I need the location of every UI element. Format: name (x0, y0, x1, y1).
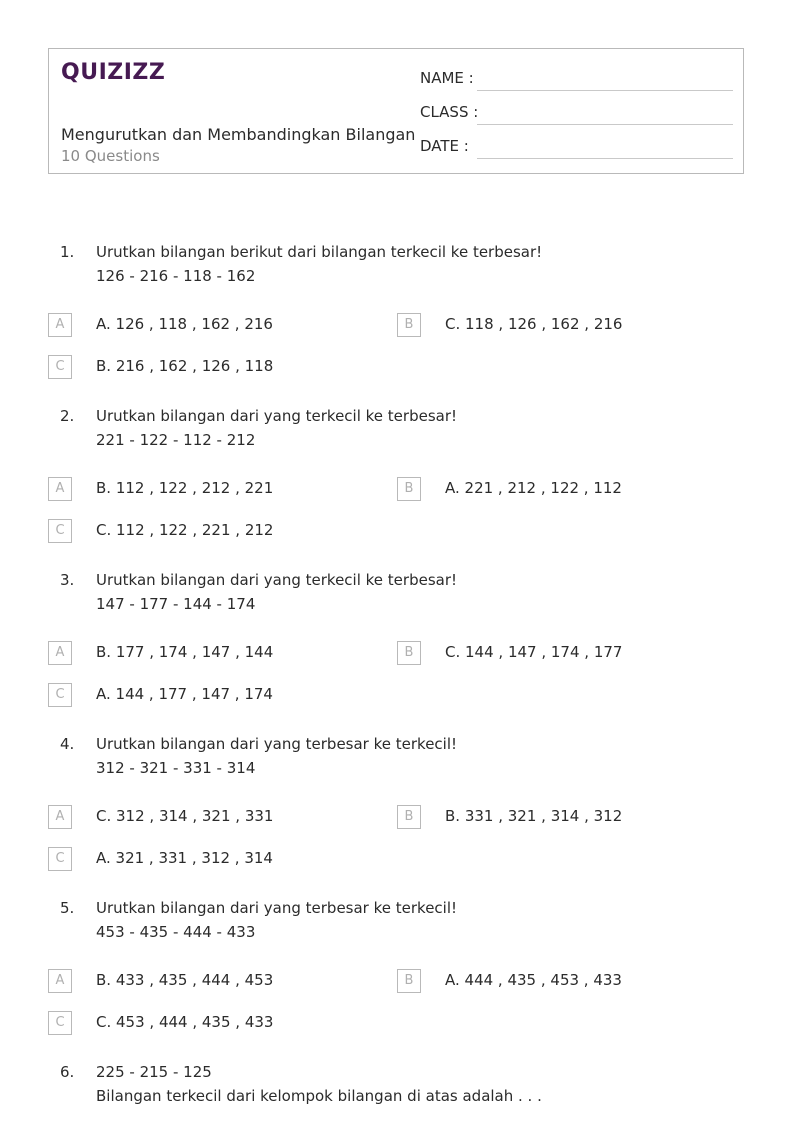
option-text: A. 144 , 177 , 147 , 174 (96, 685, 273, 703)
class-label: CLASS : (420, 103, 479, 121)
option-letter-box[interactable]: B (397, 805, 421, 829)
option-text: B. 331 , 321 , 314 , 312 (445, 807, 623, 825)
date-field[interactable] (420, 135, 733, 159)
question-text: Bilangan terkecil dari kelompok bilangan di atas adalah . . . (96, 1087, 542, 1105)
option-text: A. 321 , 331 , 312 , 314 (96, 849, 273, 867)
question-number: 6. (60, 1063, 75, 1081)
option-letter-box[interactable]: A (48, 805, 72, 829)
option-text: C. 112 , 122 , 221 , 212 (96, 521, 274, 539)
option-letter-box[interactable]: A (48, 969, 72, 993)
name-line[interactable] (477, 90, 733, 91)
question-numbers: 225 - 215 - 125 (96, 1063, 212, 1081)
question-text: Urutkan bilangan dari yang terkecil ke terbesar! (96, 407, 458, 425)
date-line[interactable] (477, 158, 733, 159)
name-label: NAME : (420, 69, 474, 87)
option-text: A. 444 , 435 , 453 , 433 (445, 971, 622, 989)
option-letter-box[interactable]: C (48, 1011, 72, 1035)
option-letter-box[interactable]: C (48, 683, 72, 707)
date-label: DATE : (420, 137, 469, 155)
option-text: C. 312 , 314 , 321 , 331 (96, 807, 274, 825)
option-letter-box[interactable]: B (397, 969, 421, 993)
question-number: 3. (60, 571, 75, 589)
question-count: 10 Questions (61, 147, 160, 165)
question-numbers: 453 - 435 - 444 - 433 (96, 923, 256, 941)
option-text: C. 453 , 444 , 435 , 433 (96, 1013, 274, 1031)
question-text: Urutkan bilangan berikut dari bilangan terkecil ke terbesar! (96, 243, 543, 261)
question-text: Urutkan bilangan dari yang terbesar ke terkecil! (96, 735, 458, 753)
question-number: 4. (60, 735, 75, 753)
question-number: 2. (60, 407, 75, 425)
worksheet-header (48, 48, 744, 174)
question-text: Urutkan bilangan dari yang terbesar ke terkecil! (96, 899, 458, 917)
option-text: C. 118 , 126 , 162 , 216 (445, 315, 623, 333)
option-letter-box[interactable]: C (48, 519, 72, 543)
question-numbers: 126 - 216 - 118 - 162 (96, 267, 256, 285)
option-letter-box[interactable]: B (397, 477, 421, 501)
option-letter-box[interactable]: C (48, 847, 72, 871)
option-text: B. 112 , 122 , 212 , 221 (96, 479, 274, 497)
option-letter-box[interactable]: B (397, 641, 421, 665)
option-text: B. 177 , 174 , 147 , 144 (96, 643, 274, 661)
question-numbers: 312 - 321 - 331 - 314 (96, 759, 256, 777)
option-letter-box[interactable]: A (48, 477, 72, 501)
option-text: A. 221 , 212 , 122 , 112 (445, 479, 622, 497)
option-letter-box[interactable]: A (48, 313, 72, 337)
question-number: 5. (60, 899, 75, 917)
name-field[interactable] (420, 67, 733, 91)
question-text: Urutkan bilangan dari yang terkecil ke terbesar! (96, 571, 458, 589)
class-field[interactable] (420, 101, 733, 125)
option-text: C. 144 , 147 , 174 , 177 (445, 643, 623, 661)
question-number: 1. (60, 243, 75, 261)
quizizz-logo: QUIZIZZ (61, 60, 166, 85)
question-numbers: 147 - 177 - 144 - 174 (96, 595, 256, 613)
option-letter-box[interactable]: A (48, 641, 72, 665)
option-text: A. 126 , 118 , 162 , 216 (96, 315, 273, 333)
worksheet-title: Mengurutkan dan Membandingkan Bilangan (61, 125, 416, 144)
question-numbers: 221 - 122 - 112 - 212 (96, 431, 256, 449)
option-text: B. 433 , 435 , 444 , 453 (96, 971, 274, 989)
option-letter-box[interactable]: C (48, 355, 72, 379)
class-line[interactable] (477, 124, 733, 125)
option-text: B. 216 , 162 , 126 , 118 (96, 357, 274, 375)
option-letter-box[interactable]: B (397, 313, 421, 337)
